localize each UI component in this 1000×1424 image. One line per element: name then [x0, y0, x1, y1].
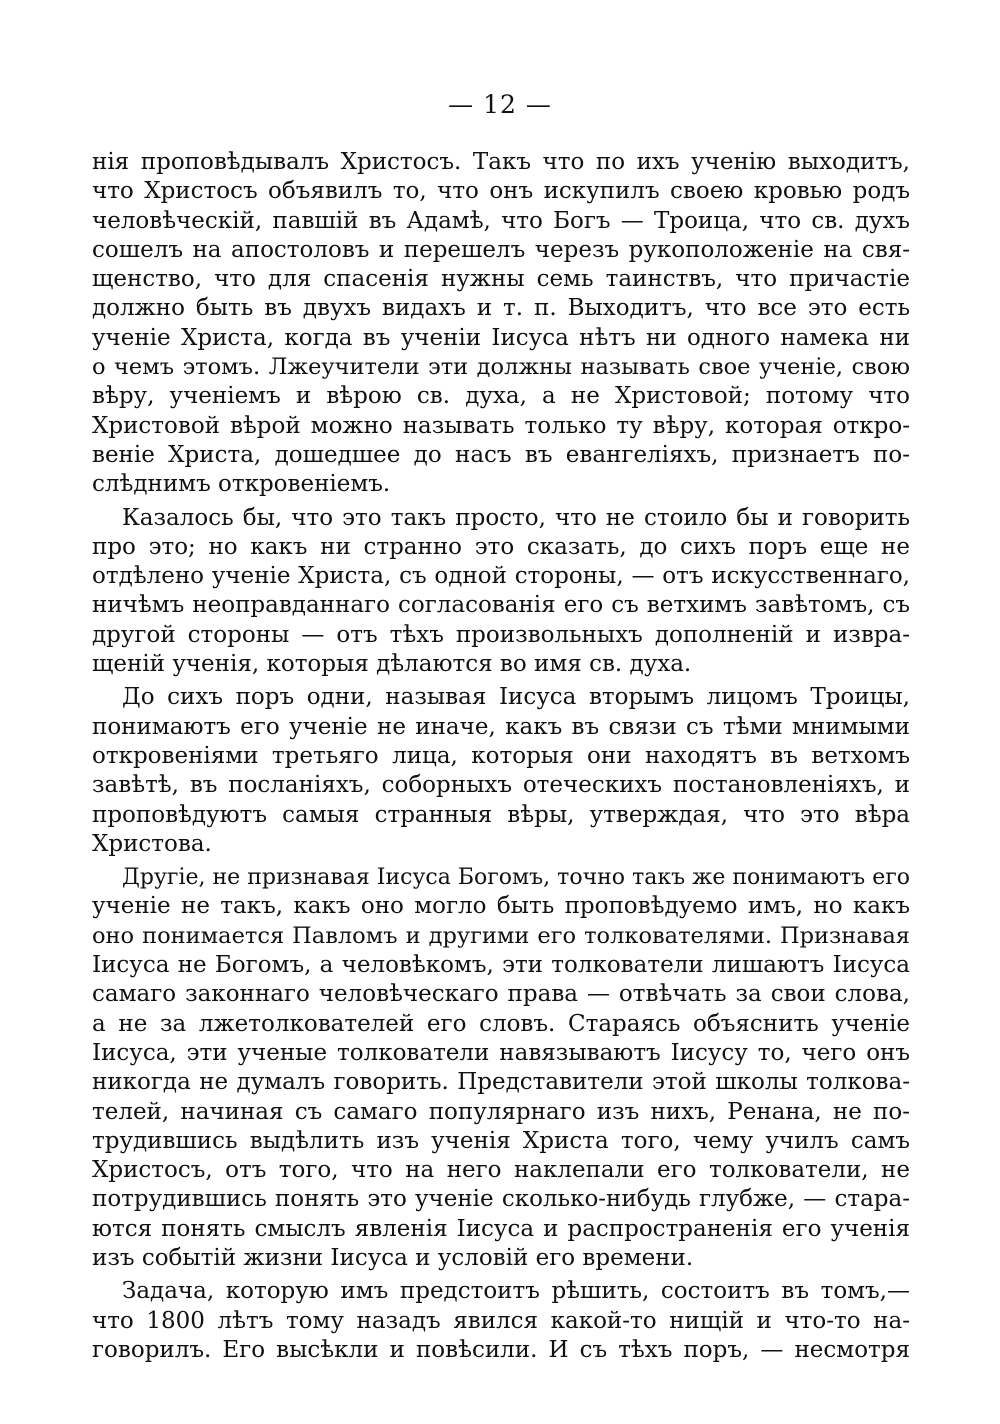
paragraph-4: [92, 863, 910, 1273]
paragraph-3: [92, 683, 910, 859]
text-line: Задача, которую имъ предстоитъ рѣшить, состоитъ въ томъ,—: [122, 1278, 910, 1305]
text-line: что Христосъ объявилъ то, что онъ искупилъ своею кровью родъ: [92, 178, 910, 205]
text-line: откровеніями третьяго лица, которыя они находятъ въ ветхомъ: [92, 742, 910, 769]
text-line: ученіе не такъ, какъ оно могло быть проповѣдуемо имъ, но какъ: [92, 893, 910, 920]
text-line: телей, начиная съ самаго популярнаго изъ нихъ, Ренана, не по-: [92, 1098, 910, 1125]
text-line: изъ событій жизни Іисуса и условій его времени.: [92, 1244, 694, 1271]
text-line: должно быть въ двухъ видахъ и т. п. Выходитъ, что все это есть: [92, 295, 910, 322]
text-line: другой стороны — отъ тѣхъ произвольныхъ дополненій и извра-: [92, 621, 910, 648]
text-line: отдѣлено ученіе Христа, съ одной стороны, — отъ искусственнаго,: [92, 563, 910, 590]
text-line: Христова.: [92, 830, 212, 857]
text-line: говорилъ. Его высѣкли и повѣсили. И съ тѣхъ поръ, — несмотря: [92, 1336, 910, 1363]
text-line: потрудившись понять это ученіе сколько-нибудь глубже, — стара-: [92, 1186, 910, 1213]
text-line: Іисуса не Богомъ, а человѣкомъ, эти толкователи лишаютъ Іисуса: [92, 952, 910, 979]
text-line: про это; но какъ ни странно это сказать, до сихъ поръ еще не: [92, 533, 910, 560]
text-line: До сихъ поръ одни, называя Іисуса вторымъ лицомъ Троицы,: [122, 684, 910, 711]
paragraph-5: [92, 1277, 910, 1365]
text-line: Христосъ, отъ того, что на него наклепали его толкователи, не: [92, 1157, 910, 1184]
text-line: Казалось бы, что это такъ просто, что не стоило бы и говорить: [122, 504, 910, 531]
paragraph-2: [92, 504, 910, 680]
text-line: щенство, что для спасенія нужны семь таинствъ, что причастіе: [92, 266, 910, 293]
text-line: понимаютъ его ученіе не иначе, какъ въ связи съ тѣми мнимыми: [92, 713, 910, 740]
text-line: завѣтѣ, въ посланіяхъ, соборныхъ отеческихъ постановленіяхъ, и: [92, 772, 910, 799]
text-line: ученіе Христа, когда въ ученіи Іисуса нѣтъ ни одного намека ни: [92, 324, 910, 351]
text-line: Другіе, не признавая Іисуса Богомъ, точно такъ же понимаютъ его: [122, 865, 910, 891]
text-body: [92, 148, 910, 1365]
text-line: а не за лжетолкователей его словъ. Стараясь объяснить ученіе: [92, 1010, 910, 1037]
text-line: о чемъ этомъ. Лжеучители эти должны называть свое ученіе, свою: [92, 354, 910, 381]
text-line: нія проповѣдывалъ Христосъ. Такъ что по ихъ ученію выходитъ,: [92, 149, 910, 175]
text-line: самаго законнаго человѣческаго права — отвѣчать за свои слова,: [92, 981, 910, 1008]
text-line: трудившись выдѣлить изъ ученія Христа того, чему училъ самъ: [92, 1127, 910, 1154]
text-line: проповѣдуютъ самыя странныя вѣры, утверждая, что это вѣра: [92, 801, 910, 828]
text-line: никогда не думалъ говорить. Представители этой школы толкова-: [92, 1069, 910, 1096]
paragraph-1: [92, 148, 910, 500]
text-line: ничѣмъ неоправданнаго согласованія его съ ветхимъ завѣтомъ, съ: [92, 592, 910, 619]
text-line: Іисуса, эти ученые толкователи навязываютъ Іисусу то, чего онъ: [92, 1039, 910, 1066]
text-line: человѣческій, павшій въ Адамѣ, что Богъ — Троица, что св. духъ: [92, 207, 910, 234]
text-line: веніе Христа, дошедшее до насъ въ евангеліяхъ, признаетъ по-: [92, 441, 910, 468]
text-line: сошелъ на апостоловъ и перешелъ черезъ рукоположеніе на свя-: [92, 236, 910, 263]
text-line: слѣднимъ откровеніемъ.: [92, 471, 391, 498]
page-number: — 12 —: [448, 90, 552, 119]
text-line: Христовой вѣрой можно называть только ту вѣру, которая откро-: [92, 412, 910, 439]
text-line: ются понять смыслъ явленія Іисуса и распространенія его ученія: [92, 1215, 910, 1242]
text-line: что 1800 лѣтъ тому назадъ явился какой-то нищій и что-то на-: [92, 1307, 910, 1334]
text-line: вѣру, ученіемъ и вѣрою св. духа, а не Христовой; потому что: [92, 383, 910, 410]
text-line: щеній ученія, которыя дѣлаются во имя св. духа.: [92, 651, 692, 678]
text-line: оно понимается Павломъ и другими его толкователями. Признавая: [92, 922, 910, 949]
